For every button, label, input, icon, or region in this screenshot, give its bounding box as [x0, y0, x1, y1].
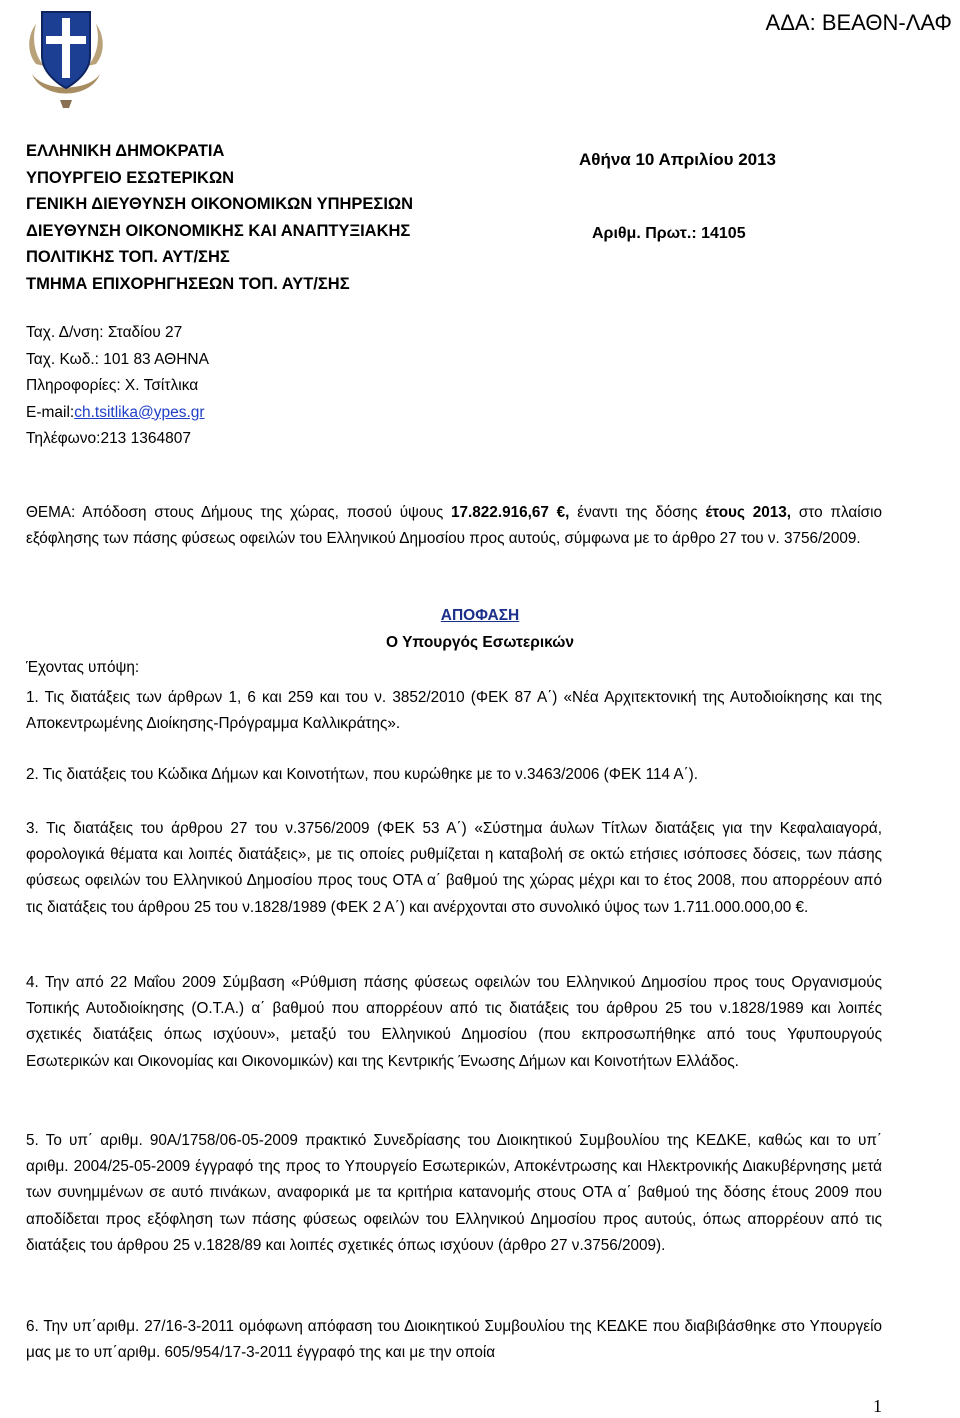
- greek-coat-of-arms-icon: [22, 4, 110, 110]
- decision-title: ΑΠΟΦΑΣΗ: [440, 607, 520, 624]
- list-item: 5. Το υπ΄ αριθμ. 90Α/1758/06-05-2009 πρακτικό Συνεδρίασης του Διοικητικού Συμβουλίου της ΚΕΔΚΕ, καθώς και το υπ΄ αριθμ. 2004/25-05-2009 έγγραφό της προς το Υπουργείο Εσωτερικών, Αποκέντρωσης και Ηλεκτρονικής Διακυβέρνησης μετά των συνημμένων σε αυτό πινάκων, αναφορικά με τα κριτήρια κατανομής στους ΟΤΑ α΄ βαθμού της δόσης έτους 2009 που αποδίδεται προς εξόφληση των πάσης φύσεως οφειλών του Ελληνικού Δημοσίου προς αυτούς, όπως απορρέουν από τις διατάξεις του άρθρου 25 ν.1828/89 και λοιπές σχετικές όπως ισχύουν (άρθρο 27 ν.3756/2009).: [26, 1132, 882, 1254]
- org-line: ΔΙΕΥΘΥΝΣΗ ΟΙΚΟΝΟΜΙΚΗΣ ΚΑΙ ΑΝΑΠΤΥΞΙΑΚΗΣ: [26, 221, 411, 240]
- org-line: ΥΠΟΥΡΓΕΙΟ ΕΣΩΤΕΡΙΚΩΝ: [26, 168, 235, 187]
- list-item: 6. Την υπ΄αριθμ. 27/16-3-2011 ομόφωνη απόφαση του Διοικητικού Συμβουλίου της ΚΕΔΚΕ που διαβιβάσθηκε στο Υπουργείο μας με το υπ΄αριθμ. 605/954/17-3-2011 έγγραφό της και με την οποία: [26, 1318, 882, 1362]
- having-considered: Έχοντας υπόψη:: [26, 659, 140, 676]
- subject-text: Απόδοση στους Δήμους της χώρας, ποσού ύψους: [75, 504, 452, 521]
- email-link[interactable]: ch.tsitlika@ypes.gr: [74, 403, 205, 421]
- list-item: 2. Τις διατάξεις του Κώδικα Δήμων και Κοινοτήτων, που κυρώθηκε με το ν.3463/2006 (ΦΕΚ 114 Α΄).: [26, 766, 699, 783]
- subject-amount: 17.822.916,67 €,: [451, 504, 570, 521]
- ada-code: ΑΔΑ: ΒΕΑΘΝ-ΛΑΦ: [765, 10, 952, 35]
- info-contact: Πληροφορίες: Χ. Τσίτλικα: [26, 377, 199, 394]
- protocol-number: Αριθμ. Πρωτ.: 14105: [592, 225, 746, 242]
- email-line: [26, 400, 209, 427]
- org-line: ΠΟΛΙΤΙΚΗΣ ΤΟΠ. ΑΥΤ/ΣΗΣ: [26, 248, 230, 266]
- contact-block: [26, 320, 209, 453]
- list-item: 4. Την από 22 Μαΐου 2009 Σύμβαση «Ρύθμιση πάσης φύσεως οφειλών του Ελληνικού Δημοσίου προς τους Οργανισμούς Τοπικής Αυτοδιοίκησης (Ο.Τ.Α.) α΄ βαθμού που απορρέουν από τις διατάξεις του άρθρου 25 του ν.1828/1989 και λοιπές σχετικές διατάξεις όπως ισχύουν», μεταξύ του Ελληνικού Δημοσίου (που εκπροσωπήθηκε από τους Υφυπουργούς Εσωτερικών και Οικονομίας και Οικονομικών) και της Κεντρικής Ένωσης Δήμων και Κοινοτήτων Ελλάδος.: [26, 974, 882, 1070]
- org-line: ΤΜΗΜΑ ΕΠΙΧΟΡΗΓΗΣΕΩΝ ΤΟΠ. ΑΥΤ/ΣΗΣ: [26, 274, 350, 293]
- subject-label: ΘΕΜΑ:: [26, 504, 76, 521]
- subject-paragraph: [26, 500, 882, 552]
- list-item: 1. Τις διατάξεις των άρθρων 1, 6 και 259 και του ν. 3852/2010 (ΦΕΚ 87 Α΄) «Νέα Αρχιτεκτονική της Αυτοδιοίκησης και της Αποκεντρωμένης Διοίκησης-Πρόγραμμα Καλλικράτης».: [26, 689, 882, 733]
- subject-year: έτους 2013,: [705, 504, 791, 521]
- organization-header: [26, 138, 413, 297]
- subject-text: στο πλαίσιο εξόφλησης των πάσης φύσεως οφειλών του Ελληνικού Δημοσίου προς αυτούς, σύμφωνα με το άρθρο 27 του ν. 3756/2009.: [26, 504, 882, 548]
- address: Ταχ. Δ/νση: Σταδίου 27: [26, 324, 183, 341]
- subject-text: έναντι της δόσης: [569, 504, 706, 521]
- page-number: 1: [873, 1396, 882, 1416]
- org-line: ΓΕΝΙΚΗ ΔΙΕΥΘΥΝΣΗ ΟΙΚΟΝΟΜΙΚΩΝ ΥΠΗΡΕΣΙΩΝ: [26, 195, 414, 213]
- phone: Τηλέφωνο:213 1364807: [26, 430, 191, 447]
- org-line: ΕΛΛΗΝΙΚΗ ΔΗΜΟΚΡΑΤΙΑ: [26, 142, 225, 160]
- postcode: Ταχ. Κωδ.: 101 83 ΑΘΗΝΑ: [26, 350, 209, 368]
- document-date: Αθήνα 10 Απριλίου 2013: [579, 150, 777, 169]
- email-label: E-mail:: [26, 403, 75, 421]
- minister-title: Ο Υπουργός Εσωτερικών: [385, 634, 574, 651]
- list-item: 3. Τις διατάξεις του άρθρου 27 του ν.3756/2009 (ΦΕΚ 53 Α΄) «Σύστημα άυλων Τίτλων διατάξεις για την Κεφαλαιαγορά, φορολογικά θέματα και λοιπές διατάξεις», με τις οποίες ρυθμίζεται η καταβολή σε οκτώ ετήσιες ισόποσες δόσεις, των πάσης φύσεως οφειλών του Ελληνικού Δημοσίου προς τους ΟΤΑ α΄ βαθμού της χώρας μέχρι και το έτος 2008, που απορρέουν από τις διατάξεις του άρθρου 25 του ν.1828/1989 (ΦΕΚ 2 Α΄) και ανέρχονται στο συνολικό ύψος των 1.711.000.000,00 €.: [26, 820, 882, 916]
